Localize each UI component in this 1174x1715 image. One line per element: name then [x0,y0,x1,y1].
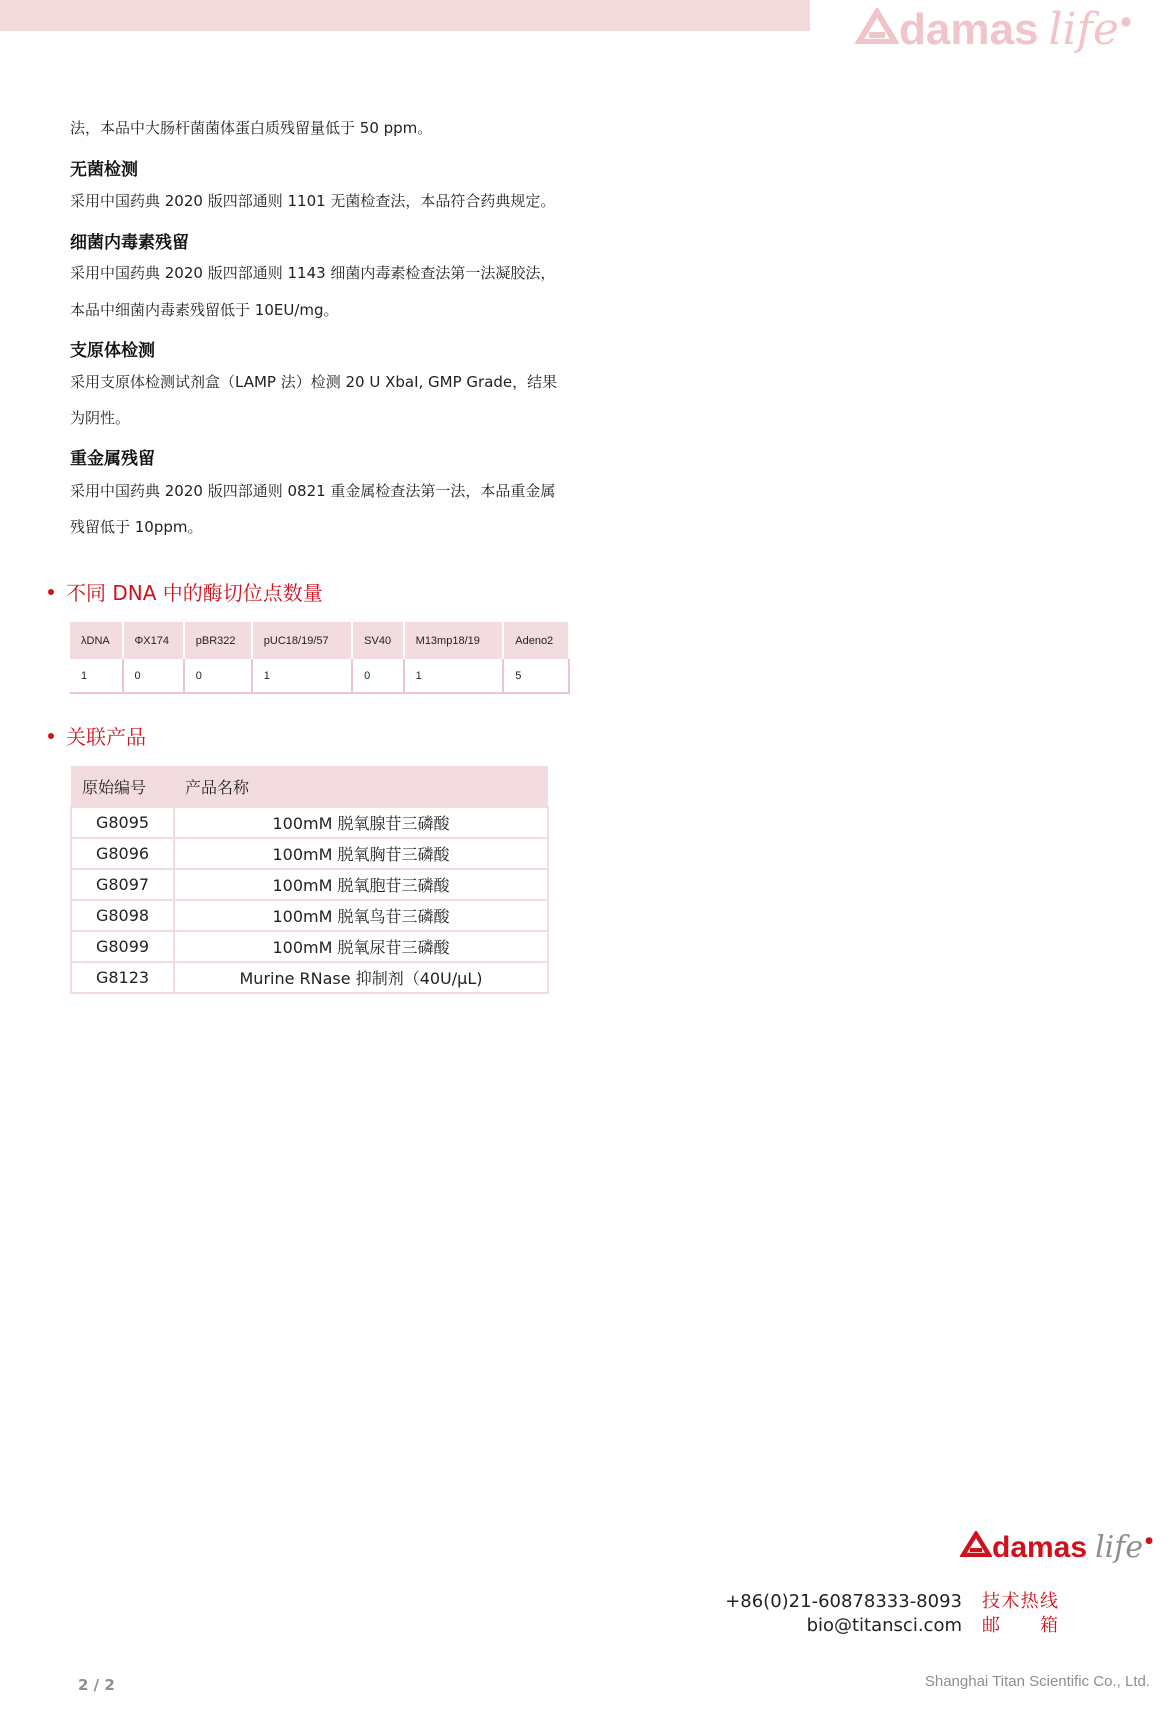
logo-word: damas [899,5,1039,54]
footer-brand-logo [960,1530,1153,1565]
restriction-sites-table [70,622,570,694]
section-title-sites [48,577,323,606]
table-header-code: 原始编号 [71,766,174,807]
section-title-related [48,721,146,750]
logo-dot: ● [1145,1536,1153,1546]
product-code: G8096 [71,838,174,869]
logo-dot: ● [1120,14,1132,28]
logo-script: life [1048,4,1119,55]
product-code: G8123 [71,962,174,993]
paragraph-line: 本品中细菌内毒素残留低于 10EU/mg。 [70,301,339,319]
section-heading-sterility: 无菌检测 [70,160,138,180]
bullet-icon [48,589,54,595]
logo-script: life [1095,1530,1144,1565]
paragraph-line: 为阴性。 [70,409,131,427]
table-cell: 0 [184,659,252,693]
logo-triangle-icon [960,1531,992,1557]
table-row [71,807,548,838]
table-header-cell: ΦX174 [123,622,184,659]
product-name: 100mM 脱氧胞苷三磷酸 [174,869,548,900]
table-header-name: 产品名称 [174,766,548,807]
product-code: G8097 [71,869,174,900]
paragraph-line: 采用中国药典 2020 版四部通则 1143 细菌内毒素检查法第一法凝胶法， [70,264,556,282]
product-code: G8095 [71,807,174,838]
section-title-text: 关联产品 [66,725,146,749]
section-title-text: 不同 DNA 中的酶切位点数量 [66,581,323,605]
brand-logo [855,4,1131,55]
company-name: Shanghai Titan Scientific Co., Ltd. [924,1673,1150,1690]
table-header-cell: M13mp18/19 [404,622,504,659]
product-code: G8099 [71,931,174,962]
email-label: 邮箱 [982,1615,1058,1636]
paragraph-line: 采用中国药典 2020 版四部通则 1101 无菌检查法，本品符合药典规定。 [70,192,556,210]
section-heading-mycoplasma: 支原体检测 [70,341,155,361]
paragraph-line: 法，本品中大肠杆菌菌体蛋白质残留量低于 50 ppm。 [70,119,433,137]
contact-email [807,1611,1058,1637]
table-header-cell: SV40 [352,622,403,659]
table-header-cell: pUC18/19/57 [252,622,352,659]
phone-number[interactable]: +86(0)21-60878333-8093 [725,1591,962,1612]
table-header-row [70,622,569,659]
paragraph-line: 采用中国药典 2020 版四部通则 0821 重金属检查法第一法，本品重金属 [70,482,556,500]
product-name: 100mM 脱氧尿苷三磷酸 [174,931,548,962]
header-band [0,0,810,31]
table-header-cell: Adeno2 [503,622,569,659]
table-cell: 1 [252,659,352,693]
table-row [71,900,548,931]
table-header-row [71,766,548,807]
contact-phone [725,1587,1058,1613]
table-cell: 1 [404,659,504,693]
phone-label: 技术热线 [982,1591,1058,1612]
product-name: 100mM 脱氧胸苷三磷酸 [174,838,548,869]
logo-triangle-icon [855,8,899,44]
logo-word: damas [992,1531,1088,1564]
table-header-cell: pBR322 [184,622,252,659]
table-header-cell: λDNA [70,622,123,659]
table-cell: 0 [352,659,403,693]
table-row [70,659,569,693]
table-row [71,962,548,993]
bullet-icon [48,733,54,739]
product-name: 100mM 脱氧鸟苷三磷酸 [174,900,548,931]
section-heading-endotoxin: 细菌内毒素残留 [70,233,189,253]
product-code: G8098 [71,900,174,931]
table-row [71,869,548,900]
email-address[interactable]: bio@titansci.com [806,1615,962,1636]
table-cell: 1 [70,659,123,693]
paragraph-line: 采用支原体检测试剂盒（LAMP 法）检测 20 U XbaI, GMP Grade，结果 [70,373,558,391]
table-row [71,931,548,962]
section-heading-heavy-metal: 重金属残留 [70,449,155,469]
product-name: 100mM 脱氧腺苷三磷酸 [174,807,548,838]
table-row [71,838,548,869]
related-products-table [70,766,549,994]
product-name: Murine RNase 抑制剂（40U/μL) [174,962,548,993]
table-cell: 0 [123,659,184,693]
paragraph-line: 残留低于 10ppm。 [70,518,203,536]
table-cell: 5 [503,659,569,693]
page-number: 2 / 2 [78,1676,115,1694]
